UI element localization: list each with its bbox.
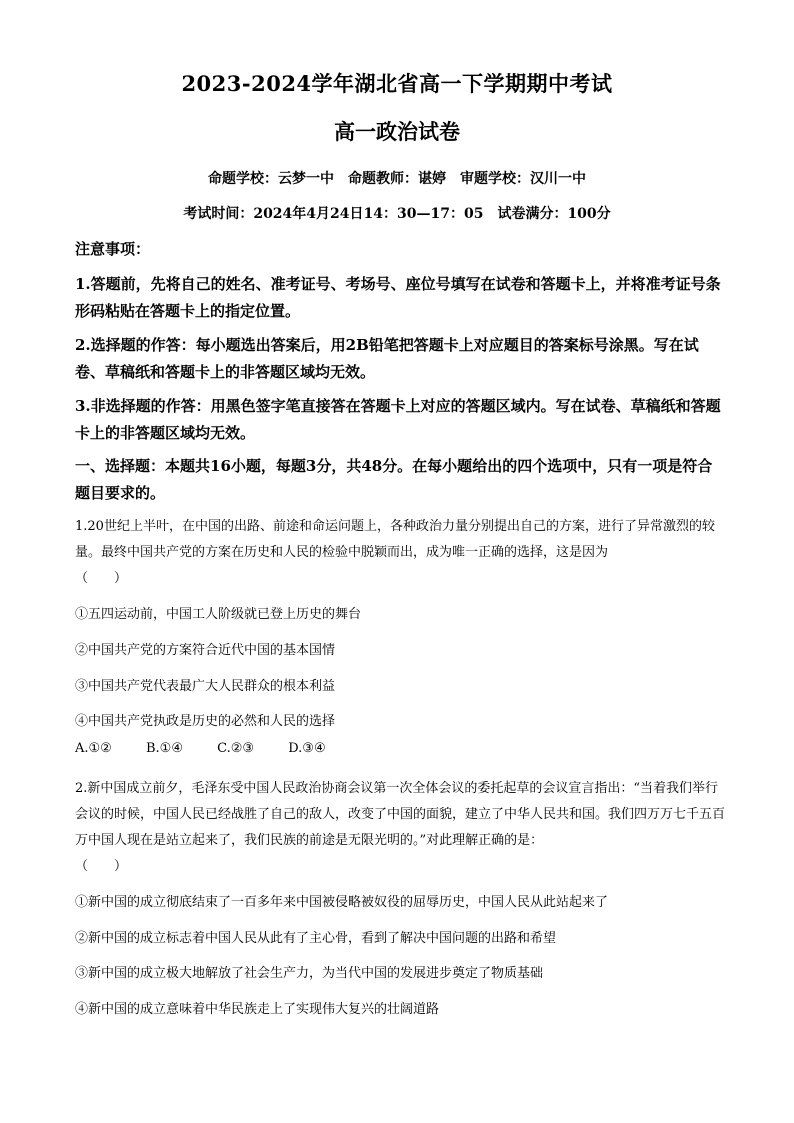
note-item-1: 1.答题前，先将自己的姓名、准考证号、考场号、座位号填写在试卷和答题卡上，并将准考证号条形码粘贴在答题卡上的指定位置。 xyxy=(75,275,721,320)
section-heading: 一、选择题：本题共16小题，每题3分，共48分。在每小题给出的四个选项中，只有一项是符合题目要求的。 xyxy=(75,457,713,502)
question-2-stem xyxy=(75,776,725,880)
question-1-text: 1.20世纪上半叶，在中国的出路、前途和命运问题上，各种政治力量分别提出自己的方案，进行了异常激烈的较量。最终中国共产党的方案在历史和人民的检验中脱颖而出，成为唯一正确的选择，这是因为 xyxy=(75,519,715,560)
question-1-option-1: ①五四运动前，中国工人阶级就已登上历史的舞台 xyxy=(75,607,362,622)
exam-info-authors: 命题学校：云梦一中 命题教师：谌婷 审题学校：汉川一中 xyxy=(208,171,586,187)
question-2-option-3: ③新中国的成立极大地解放了社会生产力，为当代中国的发展进步奠定了物质基础 xyxy=(75,966,544,981)
question-1-option-3: ③中国共产党代表最广大人民群众的根本利益 xyxy=(75,679,336,694)
choice-b: B.①④ xyxy=(145,741,183,756)
exam-subtitle: 高一政治试卷 xyxy=(334,119,460,144)
note-item-2: 2.选择题的作答：每小题选出答案后，用2B铅笔把答题卡上对应题目的答案标号涂黑。写在试卷、草稿纸和答题卡上的非答题区域均无效。 xyxy=(75,336,699,381)
question-2-option-1: ①新中国的成立彻底结束了一百多年来中国被侵略被奴役的屈辱历史，中国人民从此站起来了 xyxy=(75,895,609,910)
exam-info-time: 考试时间：2024年4月24日14：30—17：05 试卷满分：100分 xyxy=(183,206,611,222)
question-2-option-4: ④新中国的成立意味着中华民族走上了实现伟大复兴的壮阔道路 xyxy=(75,1002,440,1017)
question-1-choices xyxy=(75,741,356,756)
question-1-stem xyxy=(75,514,725,592)
question-2-option-2: ②新中国的成立标志着中国人民从此有了主心骨，看到了解决中国问题的出路和希望 xyxy=(75,931,557,946)
note-item-3: 3.非选择题的作答：用黑色签字笔直接答在答题卡上对应的答题区域内。写在试卷、草稿纸和答题卡上的非答题区域均无效。 xyxy=(75,397,721,442)
question-1-option-2: ②中国共产党的方案符合近代中国的基本国情 xyxy=(75,643,336,658)
question-2-text: 2.新中国成立前夕，毛泽东受中国人民政治协商会议第一次全体会议的委托起草的会议宣言指出：“当着我们举行会议的时候，中国人民已经战胜了自己的敌人，改变了中国的面貌，建立了中华人民共和国。我们四万万七千五百万中国人现在是站立起来了，我们民族的前途是无限光明的。”对此理解正确的是： xyxy=(75,781,726,848)
notes-heading: 注意事项： xyxy=(75,240,151,258)
question-1-paren: （ ） xyxy=(75,571,128,586)
choice-a: A.①② xyxy=(75,741,112,756)
question-1-option-4: ④中国共产党执政是历史的必然和人民的选择 xyxy=(75,714,336,729)
choice-d: D.③④ xyxy=(288,741,326,756)
exam-title: 2023-2024学年湖北省高一下学期期中考试 xyxy=(181,71,613,96)
choice-c: C.②③ xyxy=(217,741,255,756)
question-2-paren: （ ） xyxy=(75,859,128,874)
